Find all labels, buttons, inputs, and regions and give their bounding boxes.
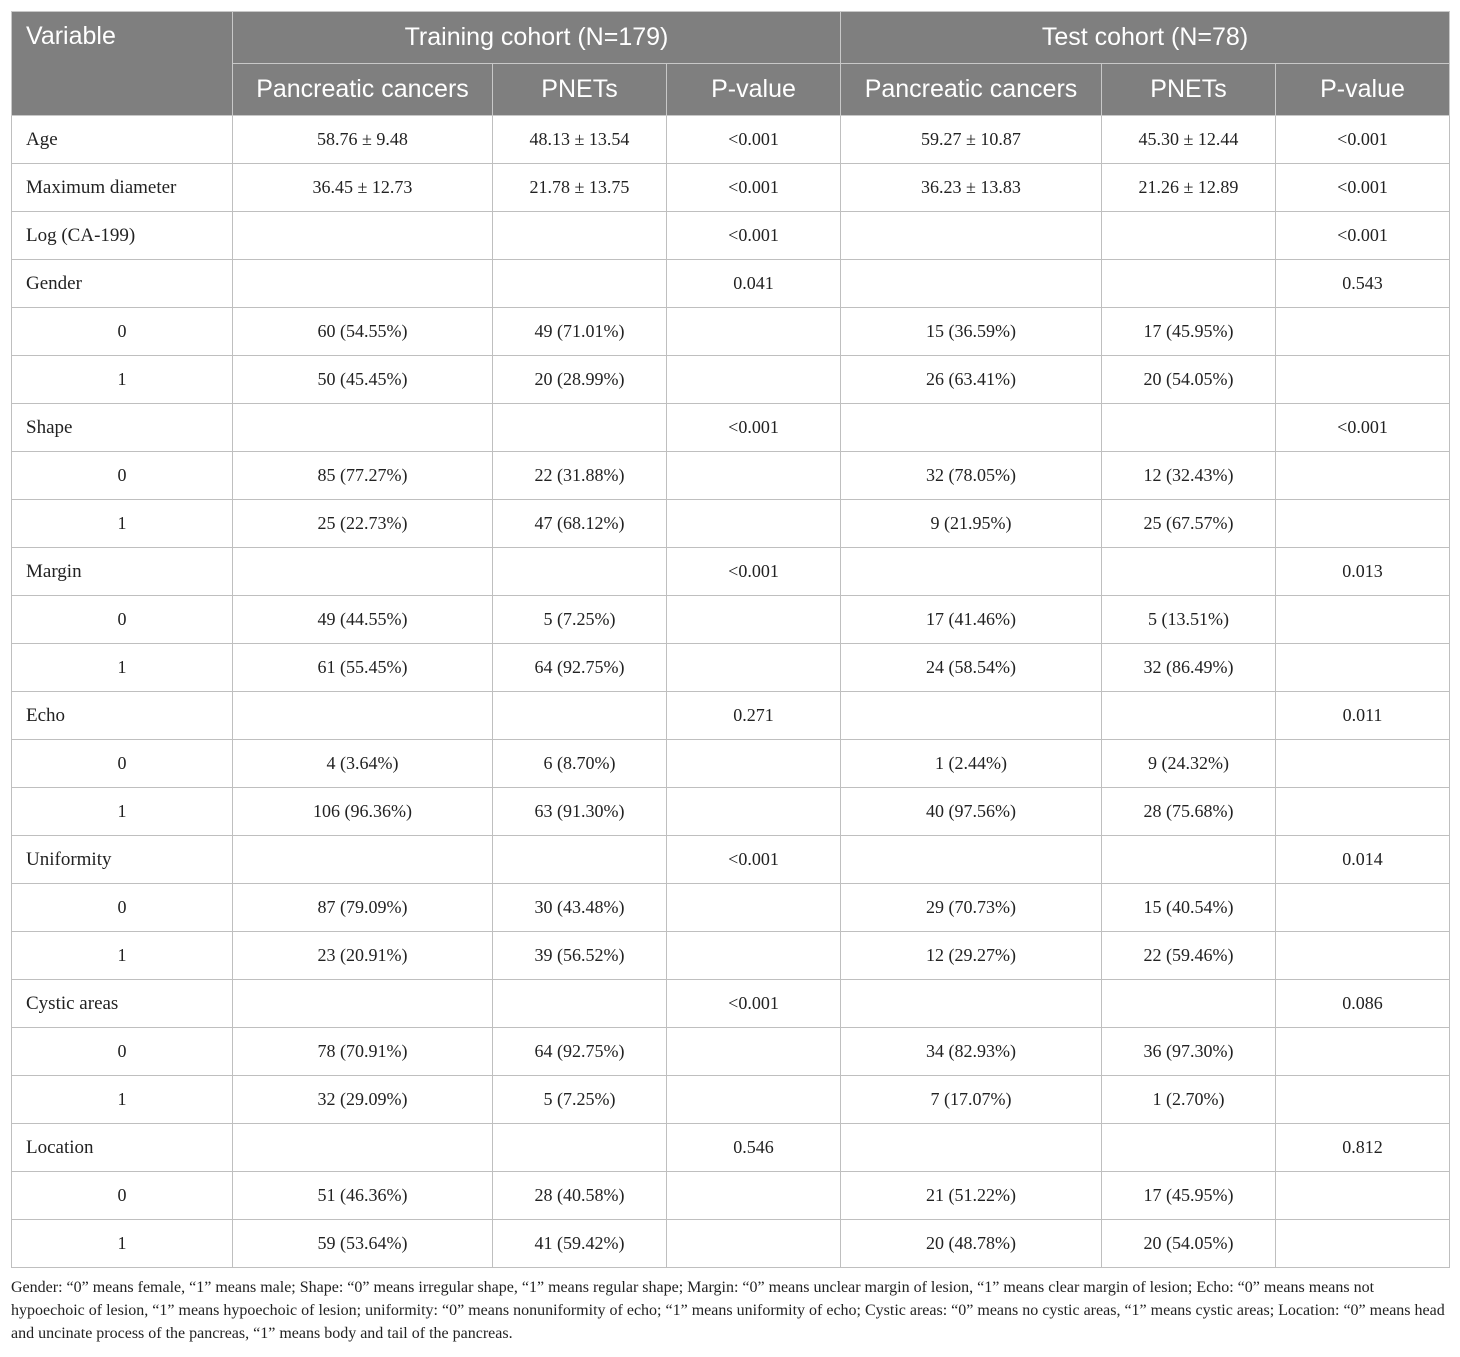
cell-test-pnets: 28 (75.68%) [1102, 788, 1276, 836]
cell-test-pnets: 15 (40.54%) [1102, 884, 1276, 932]
cell-training-pvalue: 0.546 [667, 1124, 841, 1172]
cell-training-pnets [493, 260, 667, 308]
cell-level: 0 [12, 1172, 233, 1220]
cell-test-pnets: 22 (59.46%) [1102, 932, 1276, 980]
table-row [12, 692, 1450, 740]
cell-test-pvalue [1276, 596, 1450, 644]
cohort-table-container [11, 11, 1449, 1268]
cell-test-pancreatic-cancers [841, 260, 1102, 308]
cell-test-pancreatic-cancers: 24 (58.54%) [841, 644, 1102, 692]
cell-training-pancreatic-cancers: 61 (55.45%) [233, 644, 493, 692]
table-footnote: Gender: “0” means female, “1” means male; Shape: “0” means irregular shape, “1” means regular shape; Margin: “0” means unclear margin of lesion, “1” means clear margin of lesion; Echo: “0” means means not hypoechoic of lesion, “1” means hypoechoic of lesion; uniformity: “0” means nonuniformity of echo; “1” means uniformity of echo; Cystic areas: “0” means no cystic areas, “1” means cystic areas; Location: “0” means head and uncinate process of the pancreas, “1” means body and tail of the pancreas. [11, 1279, 1445, 1342]
cell-test-pvalue [1276, 308, 1450, 356]
table-row [12, 1220, 1450, 1268]
cell-test-pancreatic-cancers [841, 212, 1102, 260]
cell-training-pnets: 5 (7.25%) [493, 1076, 667, 1124]
cell-training-pvalue: <0.001 [667, 116, 841, 164]
table-row [12, 884, 1450, 932]
cell-training-pnets: 64 (92.75%) [493, 644, 667, 692]
cell-test-pancreatic-cancers: 29 (70.73%) [841, 884, 1102, 932]
cell-test-pancreatic-cancers: 32 (78.05%) [841, 452, 1102, 500]
table-row [12, 932, 1450, 980]
cell-training-pvalue [667, 452, 841, 500]
cell-test-pvalue: 0.011 [1276, 692, 1450, 740]
cell-test-pancreatic-cancers [841, 404, 1102, 452]
cell-test-pvalue: 0.014 [1276, 836, 1450, 884]
header-training-pancreatic-cancers: Pancreatic cancers [233, 64, 493, 116]
table-row [12, 404, 1450, 452]
cell-training-pvalue: <0.001 [667, 212, 841, 260]
cell-test-pvalue: 0.013 [1276, 548, 1450, 596]
cell-test-pancreatic-cancers: 12 (29.27%) [841, 932, 1102, 980]
cell-test-pnets [1102, 404, 1276, 452]
cell-training-pnets: 28 (40.58%) [493, 1172, 667, 1220]
cell-training-pvalue: 0.271 [667, 692, 841, 740]
cohort-comparison-table [11, 11, 1450, 1268]
cell-test-pnets [1102, 1124, 1276, 1172]
cell-training-pvalue [667, 1076, 841, 1124]
table-row [12, 644, 1450, 692]
header-training-pnets: PNETs [493, 64, 667, 116]
cell-test-pvalue [1276, 1172, 1450, 1220]
cell-test-pvalue [1276, 452, 1450, 500]
cell-test-pancreatic-cancers: 26 (63.41%) [841, 356, 1102, 404]
table-row [12, 260, 1450, 308]
cell-training-pvalue: <0.001 [667, 548, 841, 596]
cell-test-pnets: 20 (54.05%) [1102, 356, 1276, 404]
cell-level: 1 [12, 644, 233, 692]
table-row [12, 788, 1450, 836]
cell-training-pancreatic-cancers: 4 (3.64%) [233, 740, 493, 788]
cell-variable: Log (CA-199) [12, 212, 233, 260]
cell-training-pancreatic-cancers: 85 (77.27%) [233, 452, 493, 500]
cell-test-pancreatic-cancers: 20 (48.78%) [841, 1220, 1102, 1268]
cell-training-pancreatic-cancers: 50 (45.45%) [233, 356, 493, 404]
cell-test-pvalue: 0.812 [1276, 1124, 1450, 1172]
cell-training-pvalue: <0.001 [667, 836, 841, 884]
cell-training-pvalue [667, 356, 841, 404]
cell-test-pnets: 45.30 ± 12.44 [1102, 116, 1276, 164]
cell-test-pnets [1102, 692, 1276, 740]
cell-variable: Gender [12, 260, 233, 308]
cell-test-pancreatic-cancers [841, 548, 1102, 596]
cell-test-pancreatic-cancers: 15 (36.59%) [841, 308, 1102, 356]
cell-test-pnets: 25 (67.57%) [1102, 500, 1276, 548]
cell-training-pnets: 48.13 ± 13.54 [493, 116, 667, 164]
cell-training-pancreatic-cancers: 25 (22.73%) [233, 500, 493, 548]
cell-test-pnets: 32 (86.49%) [1102, 644, 1276, 692]
cell-level: 1 [12, 1076, 233, 1124]
cell-test-pancreatic-cancers [841, 1124, 1102, 1172]
cell-training-pnets: 21.78 ± 13.75 [493, 164, 667, 212]
cell-test-pnets: 12 (32.43%) [1102, 452, 1276, 500]
cell-test-pnets [1102, 836, 1276, 884]
cell-test-pvalue [1276, 932, 1450, 980]
cell-level: 1 [12, 356, 233, 404]
cell-training-pancreatic-cancers: 23 (20.91%) [233, 932, 493, 980]
cell-training-pnets [493, 692, 667, 740]
header-variable: Variable [12, 12, 233, 116]
cell-test-pancreatic-cancers [841, 980, 1102, 1028]
header-test-cohort: Test cohort (N=78) [841, 12, 1450, 64]
cell-test-pvalue [1276, 884, 1450, 932]
cell-test-pvalue: 0.086 [1276, 980, 1450, 1028]
header-test-pancreatic-cancers: Pancreatic cancers [841, 64, 1102, 116]
cell-level: 0 [12, 308, 233, 356]
cell-level: 0 [12, 1028, 233, 1076]
cell-training-pnets: 6 (8.70%) [493, 740, 667, 788]
cell-training-pancreatic-cancers: 78 (70.91%) [233, 1028, 493, 1076]
cell-training-pvalue [667, 932, 841, 980]
cell-training-pvalue [667, 644, 841, 692]
cell-training-pvalue [667, 500, 841, 548]
cell-test-pancreatic-cancers: 34 (82.93%) [841, 1028, 1102, 1076]
table-header [12, 12, 1450, 116]
cell-level: 1 [12, 1220, 233, 1268]
cell-test-pancreatic-cancers: 40 (97.56%) [841, 788, 1102, 836]
cell-training-pnets [493, 404, 667, 452]
cell-test-pvalue: 0.543 [1276, 260, 1450, 308]
cell-training-pnets [493, 836, 667, 884]
cell-training-pancreatic-cancers [233, 548, 493, 596]
cell-variable: Margin [12, 548, 233, 596]
cell-test-pnets: 1 (2.70%) [1102, 1076, 1276, 1124]
cell-training-pnets [493, 548, 667, 596]
cell-training-pancreatic-cancers [233, 260, 493, 308]
cell-training-pvalue: <0.001 [667, 404, 841, 452]
cell-training-pnets [493, 1124, 667, 1172]
table-row [12, 500, 1450, 548]
cell-test-pvalue: <0.001 [1276, 404, 1450, 452]
cell-test-pnets: 5 (13.51%) [1102, 596, 1276, 644]
cell-training-pnets [493, 980, 667, 1028]
cell-variable: Location [12, 1124, 233, 1172]
cell-level: 0 [12, 740, 233, 788]
table-row [12, 740, 1450, 788]
cell-test-pvalue [1276, 1220, 1450, 1268]
cell-training-pvalue [667, 596, 841, 644]
cell-test-pnets: 36 (97.30%) [1102, 1028, 1276, 1076]
table-row [12, 596, 1450, 644]
cell-training-pnets: 5 (7.25%) [493, 596, 667, 644]
cell-test-pnets [1102, 548, 1276, 596]
header-test-pnets: PNETs [1102, 64, 1276, 116]
cell-training-pvalue [667, 788, 841, 836]
cell-level: 1 [12, 500, 233, 548]
cell-test-pvalue [1276, 740, 1450, 788]
cell-test-pvalue: <0.001 [1276, 116, 1450, 164]
table-row [12, 980, 1450, 1028]
table-row [12, 116, 1450, 164]
table-row [12, 356, 1450, 404]
cell-test-pancreatic-cancers: 7 (17.07%) [841, 1076, 1102, 1124]
cell-training-pancreatic-cancers [233, 836, 493, 884]
cell-test-pancreatic-cancers: 17 (41.46%) [841, 596, 1102, 644]
cell-training-pancreatic-cancers [233, 692, 493, 740]
cell-training-pnets: 39 (56.52%) [493, 932, 667, 980]
cell-training-pancreatic-cancers: 106 (96.36%) [233, 788, 493, 836]
cell-test-pnets [1102, 212, 1276, 260]
cell-test-pancreatic-cancers [841, 692, 1102, 740]
cell-test-pvalue [1276, 644, 1450, 692]
cell-test-pancreatic-cancers [841, 836, 1102, 884]
cell-training-pnets: 63 (91.30%) [493, 788, 667, 836]
cell-training-pvalue: <0.001 [667, 164, 841, 212]
cell-training-pnets [493, 212, 667, 260]
table-body [12, 116, 1450, 1268]
header-test-pvalue: P-value [1276, 64, 1450, 116]
cell-training-pancreatic-cancers: 87 (79.09%) [233, 884, 493, 932]
cell-training-pnets: 49 (71.01%) [493, 308, 667, 356]
cell-test-pnets: 17 (45.95%) [1102, 308, 1276, 356]
cell-training-pvalue [667, 740, 841, 788]
cell-training-pvalue: 0.041 [667, 260, 841, 308]
cell-level: 0 [12, 884, 233, 932]
table-row [12, 1124, 1450, 1172]
header-row-top [12, 12, 1450, 64]
table-row [12, 212, 1450, 260]
table-row [12, 548, 1450, 596]
cell-level: 0 [12, 452, 233, 500]
cell-training-pancreatic-cancers: 60 (54.55%) [233, 308, 493, 356]
cell-test-pvalue [1276, 500, 1450, 548]
cell-test-pancreatic-cancers: 1 (2.44%) [841, 740, 1102, 788]
cell-level: 0 [12, 596, 233, 644]
cell-training-pnets: 47 (68.12%) [493, 500, 667, 548]
cell-training-pvalue [667, 1028, 841, 1076]
cell-test-pancreatic-cancers: 36.23 ± 13.83 [841, 164, 1102, 212]
table-row [12, 308, 1450, 356]
cell-variable: Echo [12, 692, 233, 740]
cell-test-pvalue: <0.001 [1276, 164, 1450, 212]
cell-test-pancreatic-cancers: 59.27 ± 10.87 [841, 116, 1102, 164]
cell-test-pnets: 21.26 ± 12.89 [1102, 164, 1276, 212]
cell-training-pvalue [667, 308, 841, 356]
cell-training-pnets: 41 (59.42%) [493, 1220, 667, 1268]
cell-training-pancreatic-cancers [233, 980, 493, 1028]
cell-test-pnets [1102, 260, 1276, 308]
cell-training-pvalue [667, 1172, 841, 1220]
cell-test-pancreatic-cancers: 21 (51.22%) [841, 1172, 1102, 1220]
cell-variable: Age [12, 116, 233, 164]
cell-test-pvalue: <0.001 [1276, 212, 1450, 260]
cell-test-pnets [1102, 980, 1276, 1028]
cell-test-pnets: 20 (54.05%) [1102, 1220, 1276, 1268]
cell-training-pancreatic-cancers [233, 1124, 493, 1172]
cell-test-pnets: 9 (24.32%) [1102, 740, 1276, 788]
cell-variable: Shape [12, 404, 233, 452]
cell-training-pancreatic-cancers: 49 (44.55%) [233, 596, 493, 644]
cell-test-pvalue [1276, 356, 1450, 404]
cell-training-pancreatic-cancers: 51 (46.36%) [233, 1172, 493, 1220]
cell-variable: Maximum diameter [12, 164, 233, 212]
cell-training-pvalue: <0.001 [667, 980, 841, 1028]
cell-training-pancreatic-cancers [233, 212, 493, 260]
table-row [12, 164, 1450, 212]
cell-level: 1 [12, 932, 233, 980]
cell-training-pancreatic-cancers: 36.45 ± 12.73 [233, 164, 493, 212]
cell-training-pnets: 20 (28.99%) [493, 356, 667, 404]
cell-variable: Uniformity [12, 836, 233, 884]
cell-test-pvalue [1276, 1028, 1450, 1076]
table-row [12, 1172, 1450, 1220]
cell-test-pancreatic-cancers: 9 (21.95%) [841, 500, 1102, 548]
cell-training-pancreatic-cancers: 32 (29.09%) [233, 1076, 493, 1124]
cell-test-pnets: 17 (45.95%) [1102, 1172, 1276, 1220]
cell-test-pvalue [1276, 788, 1450, 836]
table-row [12, 452, 1450, 500]
cell-training-pnets: 22 (31.88%) [493, 452, 667, 500]
cell-level: 1 [12, 788, 233, 836]
cell-training-pancreatic-cancers: 58.76 ± 9.48 [233, 116, 493, 164]
cell-training-pancreatic-cancers [233, 404, 493, 452]
cell-training-pvalue [667, 1220, 841, 1268]
cell-training-pnets: 64 (92.75%) [493, 1028, 667, 1076]
table-row [12, 836, 1450, 884]
cell-training-pvalue [667, 884, 841, 932]
table-row [12, 1028, 1450, 1076]
cell-training-pancreatic-cancers: 59 (53.64%) [233, 1220, 493, 1268]
header-training-cohort: Training cohort (N=179) [233, 12, 841, 64]
cell-variable: Cystic areas [12, 980, 233, 1028]
cell-test-pvalue [1276, 1076, 1450, 1124]
table-row [12, 1076, 1450, 1124]
header-training-pvalue: P-value [667, 64, 841, 116]
cell-training-pnets: 30 (43.48%) [493, 884, 667, 932]
